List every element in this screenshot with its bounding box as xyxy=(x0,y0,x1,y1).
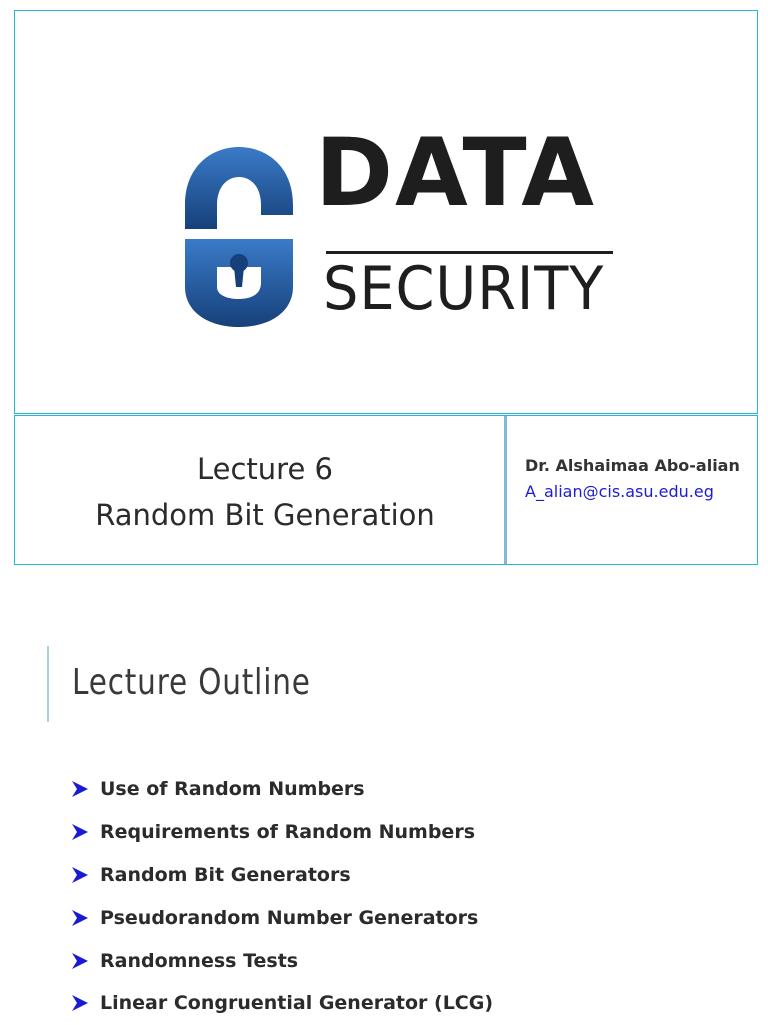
logo-word-security: SECURITY xyxy=(323,254,605,324)
list-item xyxy=(70,939,493,982)
arrow-bullet-icon xyxy=(70,866,90,884)
data-security-logo xyxy=(173,119,623,333)
list-item-label: Linear Congruential Generator (LCG) xyxy=(100,992,494,1015)
list-item xyxy=(70,854,493,897)
arrow-bullet-icon xyxy=(70,780,90,798)
outline-list xyxy=(70,768,493,1025)
list-item-label: Use of Random Numbers xyxy=(100,778,365,801)
list-item xyxy=(70,896,493,939)
lecture-topic: Random Bit Generation xyxy=(95,498,435,532)
list-item xyxy=(70,768,493,811)
list-item-label: Pseudorandom Number Generators xyxy=(100,906,479,929)
arrow-bullet-icon xyxy=(70,994,90,1012)
panel-divider xyxy=(504,416,507,564)
padlock-s-icon xyxy=(173,143,313,343)
list-item-label: Random Bit Generators xyxy=(100,863,351,886)
list-item xyxy=(70,811,493,854)
arrow-bullet-icon xyxy=(70,823,90,841)
lecture-info-panel xyxy=(14,415,758,565)
list-item-label: Requirements of Random Numbers xyxy=(100,821,475,844)
lecture-number: Lecture 6 xyxy=(197,452,333,486)
logo-word-data: DATA xyxy=(315,119,597,228)
outline-title: Lecture Outline xyxy=(72,662,311,703)
list-item-label: Randomness Tests xyxy=(100,949,299,972)
title-slide xyxy=(14,10,758,414)
author-email-link[interactable]: A_alian@cis.asu.edu.eg xyxy=(525,482,714,501)
arrow-bullet-icon xyxy=(70,952,90,970)
lecture-title xyxy=(15,446,515,538)
outline-accent-bar xyxy=(47,646,49,722)
arrow-bullet-icon xyxy=(70,909,90,927)
list-item xyxy=(70,982,493,1025)
author-name: Dr. Alshaimaa Abo-alian xyxy=(525,456,740,475)
